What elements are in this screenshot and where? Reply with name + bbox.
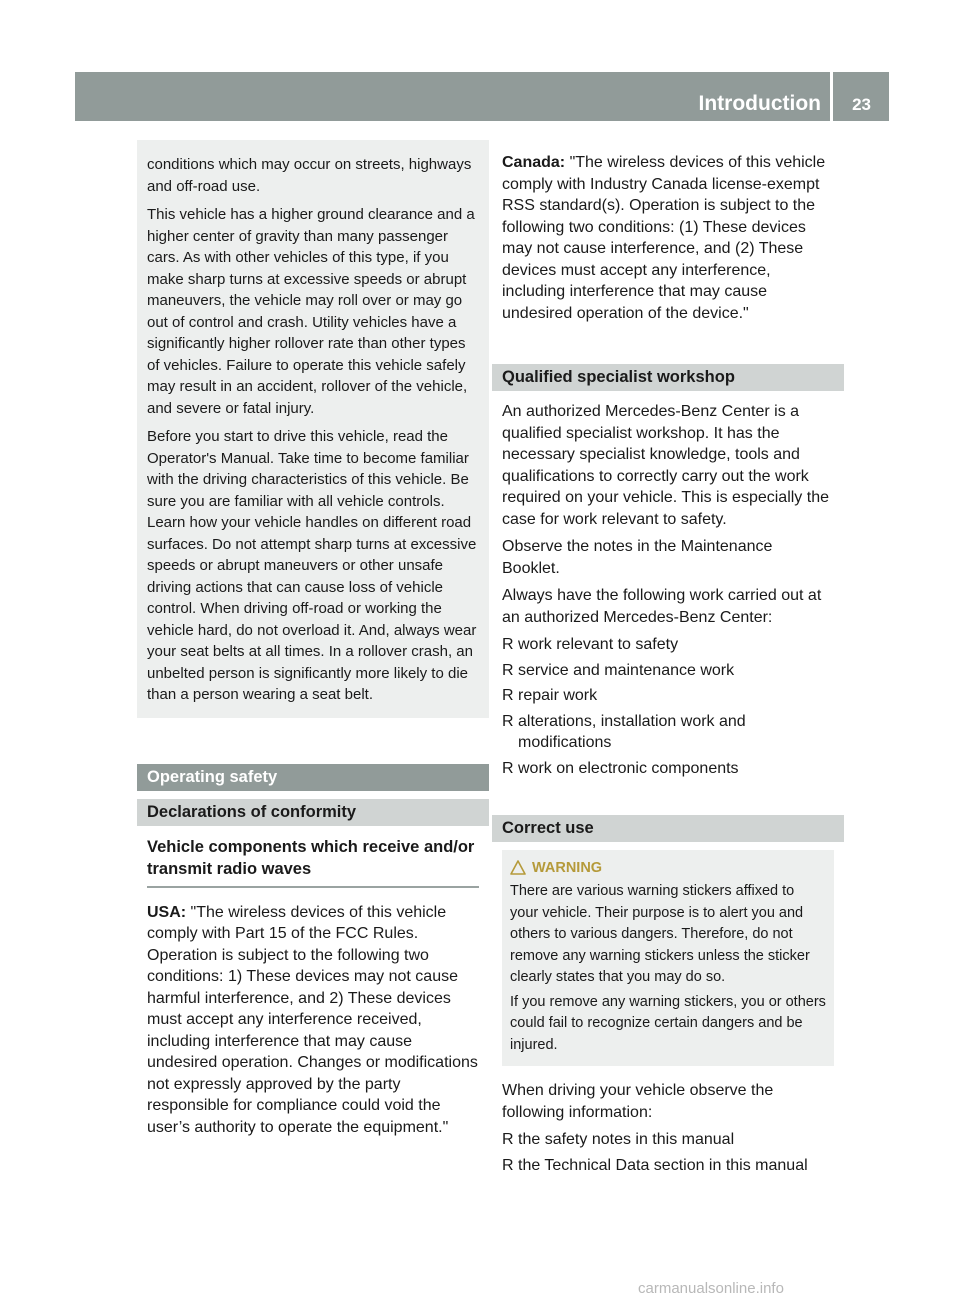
watermark: carmanualsonline.info (638, 1280, 784, 1297)
canada-text: "The wireless devices of this vehicle comply with Industry Canada license-exempt RSS standard(s). Operation is subject to the following two conditions: (1) These devices may not cause interference, and (2) These devices must accept any interference, including interference that may cause undesired operation of the device." (502, 154, 826, 322)
section-title: Introduction (698, 92, 821, 115)
list-item: R alterations, installation work and modifications (502, 712, 746, 751)
page-number: 23 (852, 95, 871, 114)
declarations-heading: Declarations of conformity (137, 799, 489, 826)
list-item: R work relevant to safety (502, 634, 834, 656)
list-item: R service and maintenance work (502, 660, 834, 682)
workshop-list (502, 634, 834, 779)
header-divider (830, 72, 833, 121)
box-paragraph: Before you start to drive this vehicle, read the Operator's Manual. Take time to become familiar with the driving characteristics of this vehicle. Be sure you are familiar with all vehicle controls. Learn how your vehicle handles on different road surfaces. Do not attempt sharp turns at excessive speeds or abrupt maneuvers or other unsafe driving actions that can cause loss of vehicle control. When driving off-road or working the vehicle hard, do not overload it. And, always wear your seat belts at all times. In a rollover crash, an unbelted person is significantly more likely to die than a person wearing a seat belt. (147, 428, 477, 703)
correct-use-heading: Correct use (492, 815, 844, 842)
page-header (75, 72, 889, 121)
box-paragraph: conditions which may occur on streets, highways and off-road use. (147, 156, 472, 195)
list-item: R work on electronic components (502, 758, 834, 780)
list-item: R the safety notes in this manual (502, 1129, 834, 1151)
list-item: R the Technical Data section in this manual (502, 1155, 834, 1177)
workshop-paragraph: An authorized Mercedes-Benz Center is a qualified specialist workshop. It has the necessary specialist knowledge, tools and qualifications to correctly carry out the work required on your vehicle. This is especially the case for work relevant to safety. (502, 403, 829, 528)
right-column (502, 152, 834, 1180)
driving-list (502, 1129, 834, 1176)
bullet-mark: R (502, 661, 514, 679)
warning-heading (510, 858, 826, 878)
warning-paragraph: There are various warning stickers affixed to your vehicle. Their purpose is to alert you and others to various dangers. Therefore, do not remove any warning stickers unless the sticker clearly states that you may do so. (510, 883, 810, 985)
workshop-paragraph: Observe the notes in the Maintenance Booklet. (502, 538, 773, 577)
bullet-mark: R (502, 636, 514, 653)
bullet-mark: R (502, 687, 514, 704)
usa-text: "The wireless devices of this vehicle comply with Part 15 of the FCC Rules. Operation is subject to the following two conditions: 1) These devices may not cause harmful interference, and 2) These devices must accept any interference received, including interference that may cause undesired operation. Changes or modifications not expressly approved by the party responsible for compliance could void the user’s authority to operate the equipment." (147, 903, 478, 1136)
workshop-paragraph: Always have the following work carried out at an authorized Mercedes-Benz Center: (502, 587, 822, 626)
bullet-mark: R (502, 712, 514, 730)
box-paragraph: This vehicle has a higher ground clearance and a higher center of gravity than many passenger cars. As with other vehicles of this type, if you make sharp turns at excessive speeds or abrupt maneuvers, the vehicle may roll over or may go out of control and crash. Utility vehicles have a significantly higher rollover rate than other types of vehicles. Failure to operate this vehicle safely may result in an accident, rollover of the vehicle, and severe or fatal injury. (147, 206, 475, 417)
bullet-mark: R (502, 1131, 514, 1148)
radio-waves-heading: Vehicle components which receive and/or transmit radio waves (147, 836, 479, 888)
bullet-mark: R (502, 1156, 514, 1174)
list-item: R repair work (502, 685, 834, 707)
usa-statement (147, 902, 479, 1139)
left-column (147, 140, 479, 1138)
workshop-heading: Qualified specialist workshop (492, 364, 844, 391)
canada-label: Canada: (502, 154, 566, 171)
bullet-mark: R (502, 759, 514, 777)
operating-safety-heading: Operating safety (137, 764, 489, 791)
warning-paragraph: If you remove any warning stickers, you or others could fail to recognize certain dangers and be injured. (510, 993, 826, 1053)
warning-box (502, 850, 834, 1066)
driving-intro: When driving your vehicle observe the following information: (502, 1082, 774, 1121)
canada-statement (502, 152, 834, 324)
rollover-info-box (137, 140, 489, 718)
warning-triangle-icon (510, 860, 526, 875)
warning-label: WARNING (532, 860, 603, 876)
usa-label: USA: (147, 903, 187, 921)
